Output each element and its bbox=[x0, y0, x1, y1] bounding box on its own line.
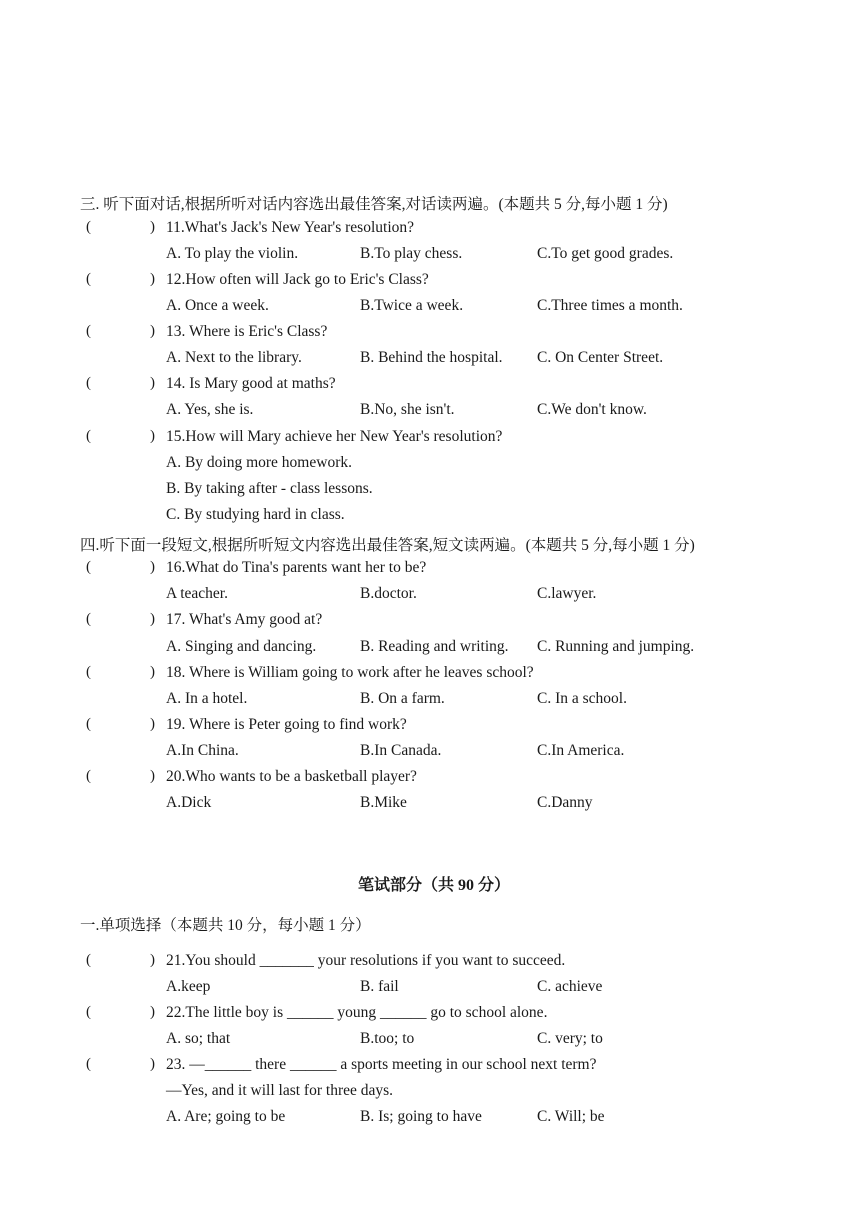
question-14-option-c: C.We don't know. bbox=[537, 401, 647, 418]
question-17-option-c: C. Running and jumping. bbox=[537, 638, 695, 655]
answer-bracket-left[interactable]: ( bbox=[86, 375, 91, 391]
question-13-stem: 13. Where is Eric's Class? bbox=[166, 323, 328, 340]
question-17-option-a: A. Singing and dancing. bbox=[166, 638, 317, 655]
answer-bracket-right: ) bbox=[150, 375, 155, 391]
question-13-option-a: A. Next to the library. bbox=[166, 349, 302, 366]
answer-bracket-left[interactable]: ( bbox=[86, 219, 91, 235]
question-21-stem: 21.You should _______ your resolutions if you want to succeed. bbox=[166, 952, 566, 969]
question-22-stem: 22.The little boy is ______ young ______ go to school alone. bbox=[166, 1004, 548, 1021]
answer-bracket-right: ) bbox=[150, 428, 155, 444]
question-21-option-c: C. achieve bbox=[537, 978, 603, 995]
answer-bracket-right: ) bbox=[150, 716, 155, 732]
answer-bracket-right: ) bbox=[150, 323, 155, 339]
answer-bracket-right: ) bbox=[150, 1004, 155, 1020]
answer-bracket-right: ) bbox=[150, 952, 155, 968]
question-11-option-a: A. To play the violin. bbox=[166, 245, 299, 262]
answer-bracket-right: ) bbox=[150, 271, 155, 287]
written-part-title: 笔试部分（共 90 分） bbox=[357, 877, 510, 894]
question-18-option-a: A. In a hotel. bbox=[166, 690, 248, 707]
question-21-option-a: A.keep bbox=[166, 978, 211, 995]
section4-heading: 四.听下面一段短文,根据所听短文内容选出最佳答案,短文读两遍。(本题共 5 分,每小题 1 分) bbox=[80, 537, 695, 554]
question-22-option-b: B.too; to bbox=[360, 1030, 415, 1047]
question-11-option-c: C.To get good grades. bbox=[537, 245, 674, 262]
question-12-option-a: A. Once a week. bbox=[166, 297, 269, 314]
question-22-option-a: A. so; that bbox=[166, 1030, 231, 1047]
question-16-option-b: B.doctor. bbox=[360, 585, 417, 602]
answer-bracket-right: ) bbox=[150, 559, 155, 575]
question-13-option-b: B. Behind the hospital. bbox=[360, 349, 503, 366]
answer-bracket-left[interactable]: ( bbox=[86, 1004, 91, 1020]
answer-bracket-right: ) bbox=[150, 1056, 155, 1072]
question-20-stem: 20.Who wants to be a basketball player? bbox=[166, 768, 417, 785]
question-22-option-c: C. very; to bbox=[537, 1030, 603, 1047]
question-12-option-c: C.Three times a month. bbox=[537, 297, 683, 314]
question-17-stem: 17. What's Amy good at? bbox=[166, 611, 323, 628]
question-12-stem: 12.How often will Jack go to Eric's Class? bbox=[166, 271, 429, 288]
answer-bracket-left[interactable]: ( bbox=[86, 716, 91, 732]
question-12-option-b: B.Twice a week. bbox=[360, 297, 464, 314]
answer-bracket-left[interactable]: ( bbox=[86, 611, 91, 627]
answer-bracket-right: ) bbox=[150, 768, 155, 784]
answer-bracket-left[interactable]: ( bbox=[86, 271, 91, 287]
answer-bracket-left[interactable]: ( bbox=[86, 559, 91, 575]
question-19-stem: 19. Where is Peter going to find work? bbox=[166, 716, 407, 733]
question-18-option-c: C. In a school. bbox=[537, 690, 627, 707]
question-20-option-a: A.Dick bbox=[166, 794, 212, 811]
answer-bracket-right: ) bbox=[150, 219, 155, 235]
question-16-option-a: A teacher. bbox=[166, 585, 228, 602]
question-20-option-b: B.Mike bbox=[360, 794, 407, 811]
question-18-option-b: B. On a farm. bbox=[360, 690, 445, 707]
question-15-option-a: A. By doing more homework. bbox=[166, 454, 352, 471]
question-15-option-c: C. By studying hard in class. bbox=[166, 506, 345, 523]
question-14-option-a: A. Yes, she is. bbox=[166, 401, 254, 418]
question-19-option-a: A.In China. bbox=[166, 742, 239, 759]
question-18-stem: 18. Where is William going to work after he leaves school? bbox=[166, 664, 534, 681]
answer-bracket-right: ) bbox=[150, 664, 155, 680]
answer-bracket-left[interactable]: ( bbox=[86, 323, 91, 339]
question-21-option-b: B. fail bbox=[360, 978, 399, 995]
question-14-option-b: B.No, she isn't. bbox=[360, 401, 455, 418]
written-section1-heading: 一.单项选择（本题共 10 分，每小题 1 分） bbox=[80, 917, 371, 934]
answer-bracket-left[interactable]: ( bbox=[86, 1056, 91, 1072]
question-13-option-c: C. On Center Street. bbox=[537, 349, 664, 366]
answer-bracket-left[interactable]: ( bbox=[86, 952, 91, 968]
answer-bracket-left[interactable]: ( bbox=[86, 664, 91, 680]
question-23-stem: 23. —______ there ______ a sports meeting in our school next term? bbox=[166, 1056, 597, 1073]
question-23-option-c: C. Will; be bbox=[537, 1108, 605, 1125]
question-17-option-b: B. Reading and writing. bbox=[360, 638, 509, 655]
question-19-option-b: B.In Canada. bbox=[360, 742, 442, 759]
question-16-stem: 16.What do Tina's parents want her to be? bbox=[166, 559, 427, 576]
section3-heading: 三. 听下面对话,根据所听对话内容选出最佳答案,对话读两遍。(本题共 5 分,每小题 1 分) bbox=[80, 196, 668, 213]
question-11-stem: 11.What's Jack's New Year's resolution? bbox=[166, 219, 415, 236]
answer-bracket-left[interactable]: ( bbox=[86, 768, 91, 784]
question-23-option-a: A. Are; going to be bbox=[166, 1108, 286, 1125]
question-14-stem: 14. Is Mary good at maths? bbox=[166, 375, 336, 392]
question-20-option-c: C.Danny bbox=[537, 794, 593, 811]
answer-bracket-left[interactable]: ( bbox=[86, 428, 91, 444]
question-11-option-b: B.To play chess. bbox=[360, 245, 463, 262]
question-23-response-line: —Yes, and it will last for three days. bbox=[166, 1082, 394, 1099]
question-19-option-c: C.In America. bbox=[537, 742, 625, 759]
question-15-stem: 15.How will Mary achieve her New Year's resolution? bbox=[166, 428, 503, 445]
question-16-option-c: C.lawyer. bbox=[537, 585, 597, 602]
question-15-option-b: B. By taking after - class lessons. bbox=[166, 480, 373, 497]
answer-bracket-right: ) bbox=[150, 611, 155, 627]
question-23-option-b: B. Is; going to have bbox=[360, 1108, 482, 1125]
